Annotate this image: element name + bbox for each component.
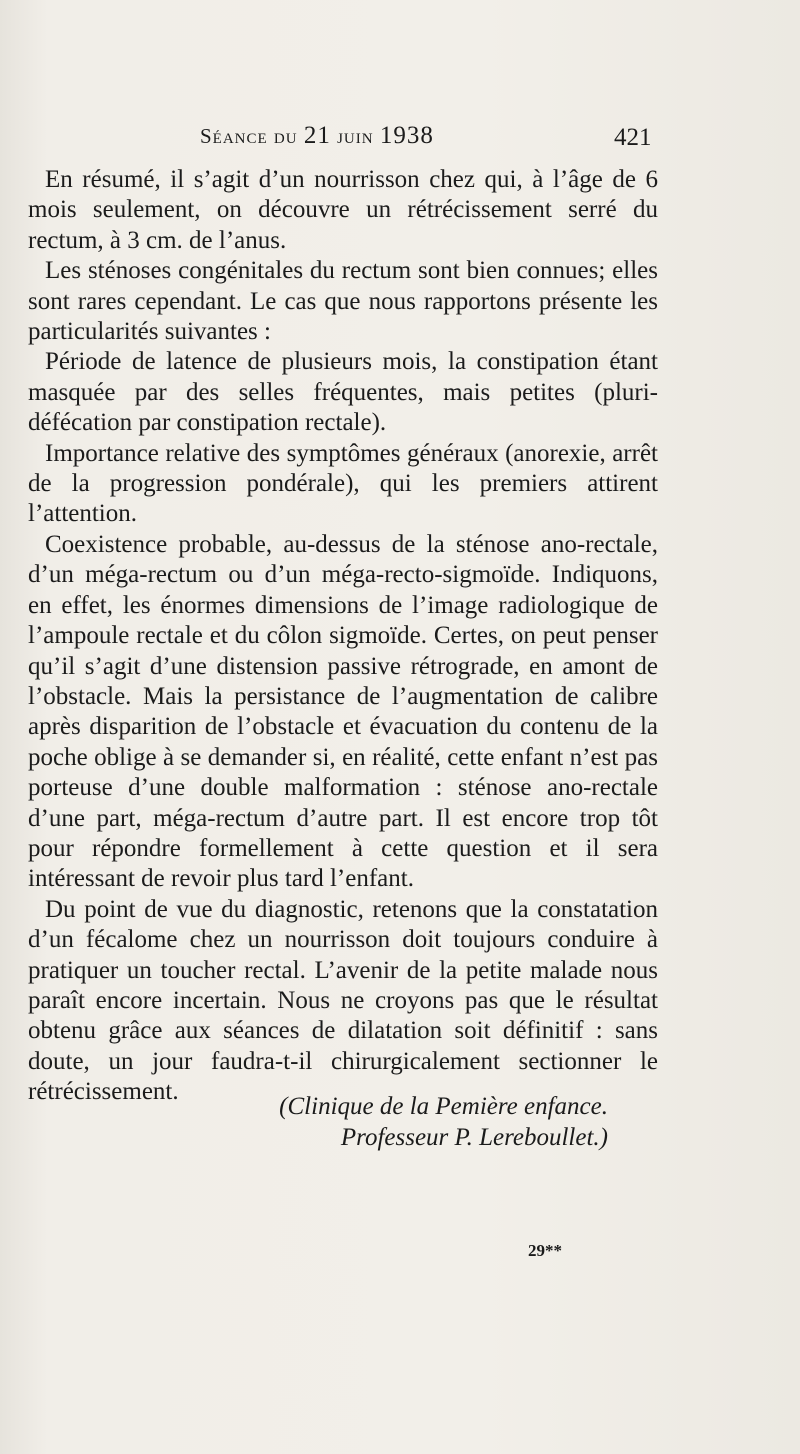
page-number: 421	[614, 124, 652, 151]
paragraph-summary: En résumé, il s’agit d’un nourrisson chez qui, à l’âge de 6 mois seulement, on découvre un rétrécissement serré du rectum, à 3 cm. de l’anus.	[28, 166, 658, 254]
paragraph-general-symptoms: Importance relative des symptômes généraux (anorexie, arrêt de la progression pondérale), qui les premiers attirent l’attention.	[28, 439, 658, 528]
paragraph-congenital-stenoses: Les sténoses congénitales du rectum sont bien connues; elles sont rares cependant. Le cas que nous rapportons présente les particularités suivantes :	[28, 257, 658, 346]
paragraph-diagnosis: Du point de vue du diagnostic, retenons que la constatation d’un fécalome chez un nourrisson doit toujours conduire à pratiquer un toucher rectal. L’avenir de la petite malade nous paraît encore incertain. Nous ne croyons pas que le résultat obtenu grâce aux séances de dilatation soit définitif : sans doute, un jour faudra-t-il chirurgicalement sectionner le rétrécissement.	[28, 895, 658, 1106]
signature-clinic: (Clinique de la Pemière enfance.	[279, 1093, 608, 1120]
signature-mark: 29**	[528, 1241, 562, 1260]
signature-professor: Professeur P. Lereboullet.)	[340, 1124, 608, 1151]
running-head-middle: juin	[330, 124, 380, 148]
running-head-prefix: Séance du	[200, 124, 304, 148]
paragraph-coexistence: Coexistence probable, au-dessus de la sténose ano-rectale, d’un méga-rectum ou d’un méga-recto-sigmoïde. Indiquons, en effet, les énormes dimensions de l’image radiologique de l’ampoule rectale et du côlon sigmoïde. Certes, on peut penser qu’il s’agit d’une distension passive rétrograde, en amont de l’obstacle. Mais la persistance de l’augmentation de calibre après disparition de l’obstacle et évacuation du contenu de la poche oblige à se demander si, en réalité, cette enfant n’est pas porteuse d’une double malformation : sténose ano-rectale d’une part, méga-rectum d’autre part. Il est encore trop tôt pour répondre formellement à cette question et il sera intéressant de revoir plus tard l’enfant.	[28, 530, 658, 893]
paragraph-latency-period: Période de latence de plusieurs mois, la constipation étant masquée par des selles fréquentes, mais petites (pluri-défécation par constipation rectale).	[28, 348, 658, 437]
running-head-year: 1938	[379, 122, 434, 149]
body-text	[28, 165, 658, 1108]
running-head	[200, 122, 434, 150]
running-head-date: 21	[303, 122, 331, 149]
